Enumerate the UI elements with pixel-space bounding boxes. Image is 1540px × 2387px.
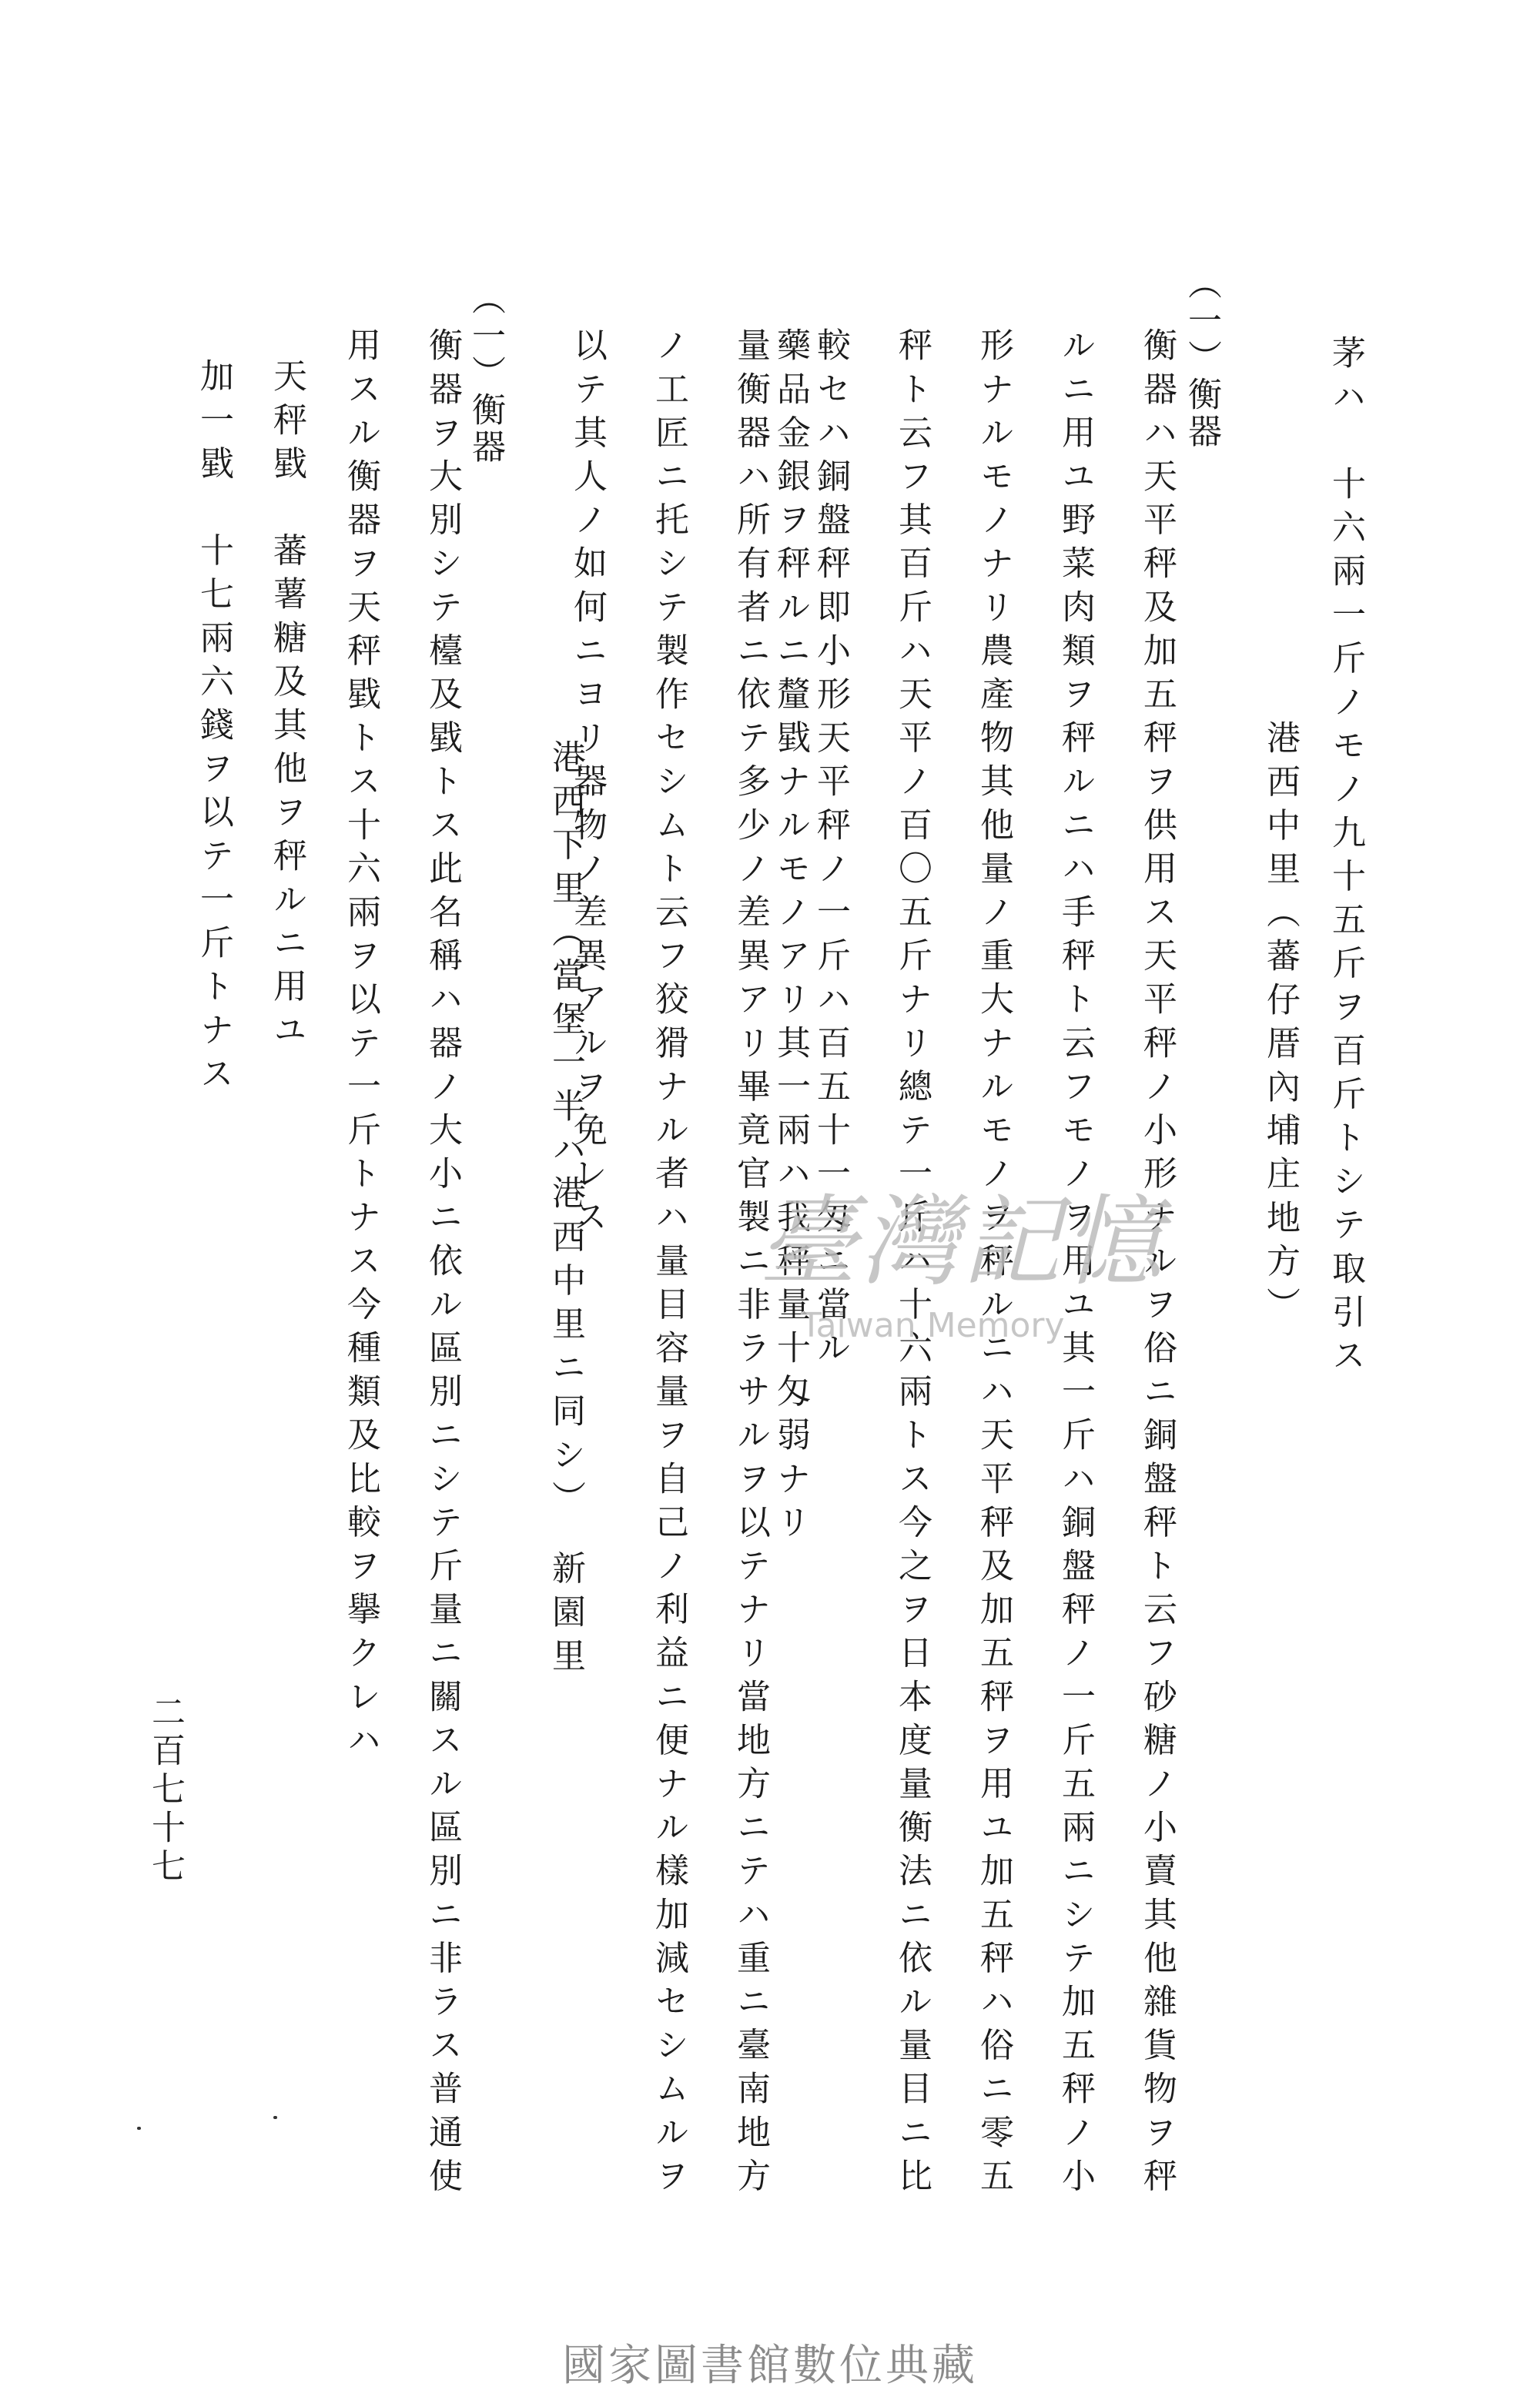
text-column-upper-10: ノ工匠ニ托シテ製作セシムト云フ狡猾ナル者ハ量目容量ヲ自己ノ利益ニ便ナル樣加減セシムルヲ	[649, 327, 688, 2201]
text-column-upper-12: 港西下里（當堡一半ハ港西中里ニ同シ） 新園里	[546, 739, 585, 1682]
text-column-upper-1: 茅ハ 十六兩一斤ノモノ九十五斤ヲ百斤トシテ取引ス	[1326, 335, 1365, 1381]
digital-collection-footer: 國家圖書館數位典藏	[562, 2341, 978, 2387]
text-column-upper-9: 量衡器ハ所有者ニ依テ多少ノ差異アリ畢竟官製ニ非ラサルヲ以テナリ當地方ニテハ重ニ臺南地方	[731, 327, 770, 2201]
text-column-upper-5: 形ナルモノナリ農產物其他量ノ重大ナルモノヲ秤ルニハ天平秤及加五秤ヲ用ユ加五秤ハ俗ニ零五	[974, 327, 1013, 2201]
text-column-upper-11: 以テ其人ノ如何ニヨリ器物ノ差異アルヲ免レス	[567, 327, 607, 1243]
watermark-logo	[758, 1185, 1282, 1394]
page-number: 二百七十七	[146, 1694, 185, 1886]
text-column-upper-4: ルニ用ユ野菜肉類ヲ秤ルニハ手秤ト云フモノヲ用ユ其一斤ハ銅盤秤ノ一斤五兩ニシテ加五秤ノ小	[1056, 327, 1095, 2201]
text-column-lower-2: 用スル衡器ヲ天秤戥トス十六兩ヲ以テ一斤トナス今種類及比較ヲ擧クレハ	[341, 327, 380, 1766]
watermark-text: 臺灣記憶	[758, 1185, 1166, 1300]
text-column-lower-1: 衡器ヲ大別シテ檯及戥トス此名稱ハ器ノ大小ニ依ル區別ニシテ斤量ニ關スル區別ニ非ラス普通使	[423, 327, 462, 2201]
section-heading-upper: （一）衡器	[1182, 266, 1221, 450]
section-heading-lower: （一）衡器	[466, 281, 505, 466]
text-column-lower-3: 天秤戥 蕃薯糖及其他ヲ秤ルニ用ユ	[267, 358, 306, 1056]
text-column-upper-3: 衡器ハ天平秤及加五秤ヲ供用ス天平秤ノ小形ナルヲ俗ニ銅盤秤ト云フ砂糖ノ小賣其他雜貨物ヲ秤	[1137, 327, 1177, 2201]
text-column-upper-7: 較セハ銅盤秤即小形天平秤ノ一斤ハ百五十一匁ニ當ル	[811, 327, 850, 1374]
text-column-upper-2: 港西中里（蕃仔厝內埔庄地方）	[1260, 720, 1300, 1331]
watermark-latin: Taiwan Memory	[801, 1306, 1065, 1345]
scan-speck	[137, 2127, 141, 2130]
text-column-lower-4: 加一戥 十七兩六錢ヲ以テ一斤トナス	[194, 358, 233, 1100]
scan-speck	[273, 2116, 277, 2119]
text-column-upper-6: 秤ト云フ其百斤ハ天平ノ百〇五斤ナリ總テ一斤ハ十六兩トス今之ヲ日本度量衡法ニ依ル量目ニ比	[892, 327, 932, 2201]
text-column-upper-8: 藥品金銀ヲ秤ルニ釐戥ナルモノアリ其一兩ハ我秤量十匁弱ナリ	[771, 327, 810, 1548]
